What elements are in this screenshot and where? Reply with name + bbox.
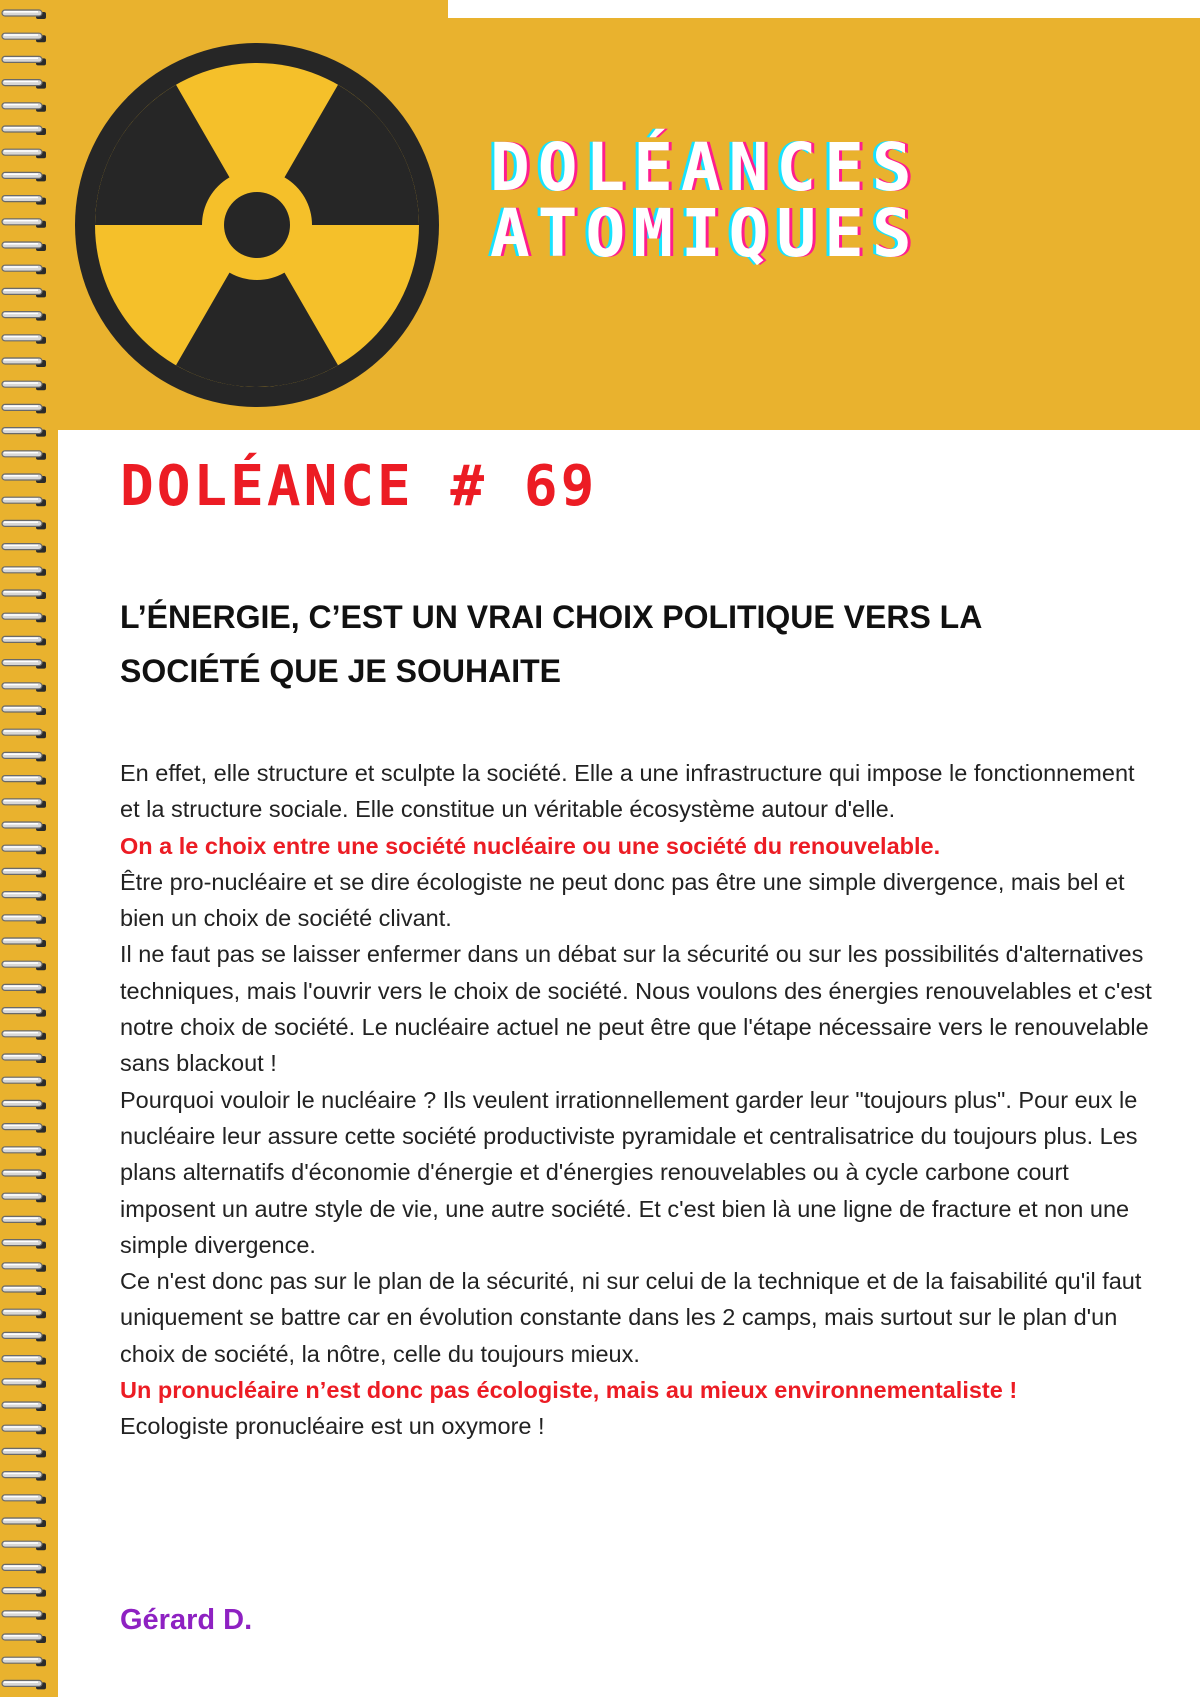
binding-ring — [2, 1402, 46, 1411]
binding-ring — [2, 1031, 46, 1040]
binding-ring — [2, 845, 46, 854]
binding-ring — [2, 219, 46, 228]
binding-ring — [2, 428, 46, 437]
binding-ring — [2, 636, 46, 645]
author-signature: Gérard D. — [120, 1604, 253, 1636]
binding-ring — [2, 1170, 46, 1179]
binding-ring — [2, 474, 46, 483]
binding-ring — [2, 1518, 46, 1527]
body-highlight: Un pronucléaire n’est donc pas écologiste, mais au mieux environnementaliste ! — [120, 1377, 1018, 1404]
binding-ring — [2, 520, 46, 529]
binding-ring — [2, 242, 46, 251]
binding-ring — [2, 103, 46, 112]
binding-ring — [2, 404, 46, 413]
binding-ring — [2, 1286, 46, 1295]
binding-ring — [2, 1147, 46, 1156]
binding-ring — [2, 1495, 46, 1504]
body-paragraph: Être pro-nucléaire et se dire écologiste ne peut donc pas être une simple divergence, mais bel et bien un choix de société clivant. — [120, 868, 1125, 932]
body-paragraph: Pourquoi vouloir le nucléaire ? Ils veulent irrationnellement garder leur "toujours plus". Pour eux le nucléaire leur assure cette société productiviste pyramidale et centralisatrice du toujours plus. Les plans alternatifs d'économie d'énergie et d'énergies renouvelables ou à cycle carbone court imposent un autre style de vie, une autre société. Et c'est bien là une ligne de fracture et non une simple divergence. — [120, 1086, 1138, 1258]
binding-ring — [2, 1379, 46, 1388]
binding-ring — [2, 1541, 46, 1550]
binding-ring — [2, 1448, 46, 1457]
doleance-body — [120, 755, 1160, 1445]
binding-ring — [2, 451, 46, 460]
binding-ring — [2, 1680, 46, 1689]
binding-ring — [2, 776, 46, 785]
binding-ring — [2, 1588, 46, 1597]
binding-ring — [2, 961, 46, 970]
body-paragraph: En effet, elle structure et sculpte la société. Elle a une infrastructure qui impose le fonctionnement et la structure sociale. Elle constitue un véritable écosystème autour d'elle. — [120, 760, 1135, 823]
binding-ring — [2, 1193, 46, 1202]
binding-ring — [2, 1008, 46, 1017]
body-paragraph: Ce n'est donc pas sur le plan de la sécurité, ni sur celui de la technique et de la faisabilité qu'il faut uniquement se battre car en évolution constante dans les 2 camps, mais surtout sur le plan d'un choix de société, la nôtre, celle du toujours mieux. — [120, 1268, 1142, 1367]
binding-ring — [2, 892, 46, 901]
binding-ring — [2, 288, 46, 297]
binding-ring — [2, 1611, 46, 1620]
binding-ring — [2, 544, 46, 553]
binding-ring — [2, 149, 46, 158]
binding-ring — [2, 1077, 46, 1086]
binding-ring — [2, 172, 46, 181]
body-paragraph: Ecologiste pronucléaire est un oxymore ! — [120, 1413, 545, 1440]
binding-ring — [2, 799, 46, 808]
brand-title — [490, 129, 1190, 272]
binding-ring — [2, 683, 46, 692]
binding-ring — [2, 1356, 46, 1365]
binding-ring — [2, 10, 46, 19]
binding-ring — [2, 1240, 46, 1249]
doleance-number: DOLÉANCE # 69 — [120, 454, 598, 519]
brand-title-line-1: DOLÉANCES — [490, 129, 920, 206]
binding-ring — [2, 822, 46, 831]
binding-ring — [2, 567, 46, 576]
binding-ring — [2, 938, 46, 947]
body-highlight: On a le choix entre une société nucléaire ou une société du renouvelable. — [120, 832, 941, 859]
binding-ring — [2, 1472, 46, 1481]
binding-ring — [2, 1124, 46, 1133]
binding-ring — [2, 1634, 46, 1643]
binding-ring — [2, 915, 46, 924]
binding-ring — [2, 1263, 46, 1272]
binding-ring — [2, 1564, 46, 1573]
binding-ring — [2, 613, 46, 622]
spiral-binding — [0, 0, 60, 1697]
binding-ring — [2, 729, 46, 738]
binding-ring — [2, 56, 46, 65]
binding-ring — [2, 126, 46, 135]
binding-ring — [2, 706, 46, 715]
binding-ring — [2, 1425, 46, 1434]
binding-ring — [2, 265, 46, 274]
binding-ring — [2, 381, 46, 390]
binding-ring — [2, 1054, 46, 1063]
binding-ring — [2, 33, 46, 42]
binding-ring — [2, 868, 46, 877]
binding-ring — [2, 196, 46, 205]
binding-ring — [2, 1332, 46, 1341]
binding-ring — [2, 660, 46, 669]
binding-ring — [2, 984, 46, 993]
binding-ring — [2, 1309, 46, 1318]
binding-ring — [2, 358, 46, 367]
radiation-trefoil-icon — [72, 40, 442, 410]
doleance-headline: L’ÉNERGIE, C’EST UN VRAI CHOIX POLITIQUE VERS LA SOCIÉTÉ QUE JE SOUHAITE — [120, 599, 982, 689]
brand-title-line-2: ATOMIQUES — [490, 195, 920, 272]
binding-ring — [2, 1216, 46, 1225]
binding-ring — [2, 1657, 46, 1666]
binding-ring — [2, 497, 46, 506]
binding-ring — [2, 590, 46, 599]
binding-ring — [2, 80, 46, 89]
binding-ring — [2, 312, 46, 321]
binding-ring — [2, 1100, 46, 1109]
binding-ring — [2, 752, 46, 761]
body-paragraph: Il ne faut pas se laisser enfermer dans un débat sur la sécurité ou sur les possibilités d'alternatives techniques, mais l'ouvrir vers le choix de société. Nous voulons des énergies renouvelables et c'est notre choix de société. Le nucléaire actuel ne peut être que l'étape nécessaire vers le renouvelable sans blackout ! — [120, 941, 1152, 1077]
binding-ring — [2, 335, 46, 344]
